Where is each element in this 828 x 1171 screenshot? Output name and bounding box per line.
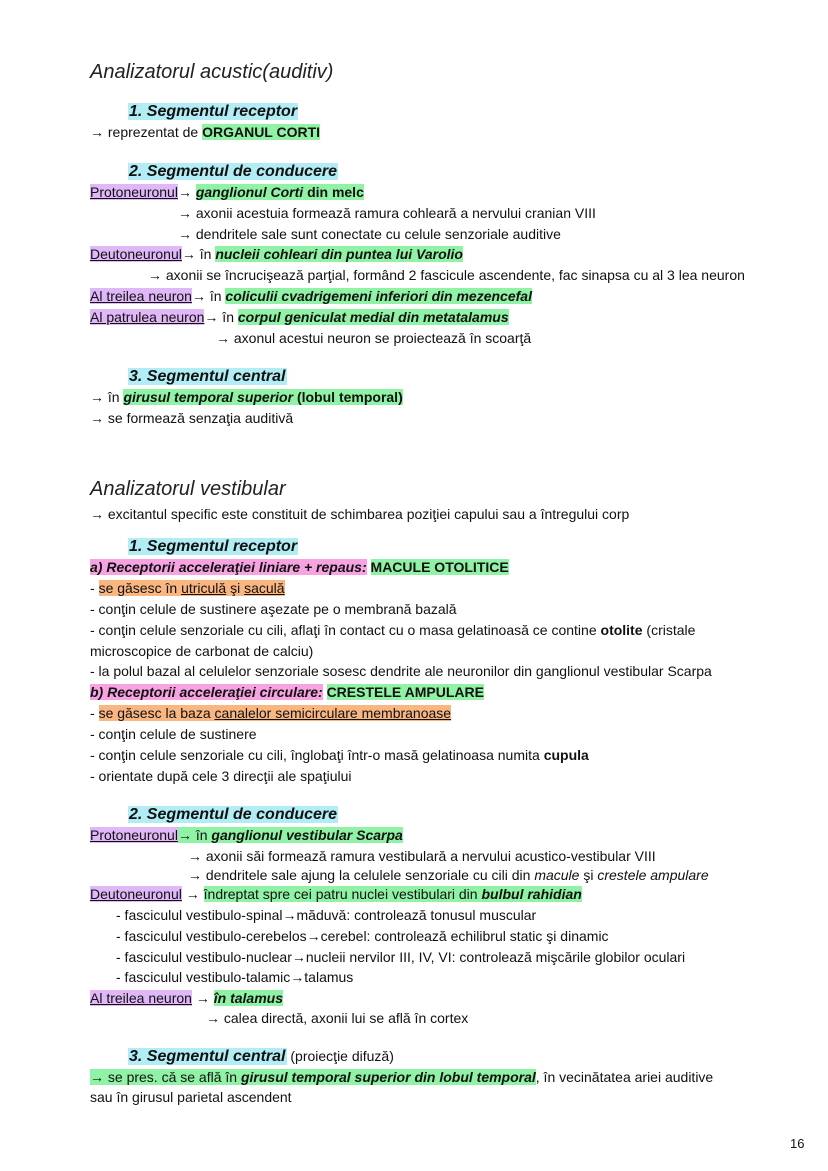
receptor-line: → reprezentat de ORGANUL CORTI	[90, 124, 321, 140]
vest-protoneuron-detail-1: → axonii săi formează ramura vestibulară a nervului acustico-vestibular VIII	[188, 848, 656, 864]
vest-deutoneuron-line: Deutoneuronul → îndreptat spre cei patru nuclei vestibulari din bulbul rahidian	[90, 886, 582, 902]
fascicul-1: - fasciculul vestibulo-spinal→măduvă: controlează tonusul muscular	[116, 907, 537, 923]
receptor-b-detail-2: - conţin celule de sustinere	[90, 726, 257, 742]
protoneuron-detail-1: → axonii acestuia formează ramura cohleară a nervului cranian VIII	[178, 205, 596, 221]
receptor-b-detail-4: - orientate după cele 3 direcţii ale spaţiului	[90, 768, 352, 784]
fascicul-3: - fasciculul vestibulo-nuclear→nucleii nervilor III, IV, VI: controlează mişcările globilor oculari	[116, 949, 686, 965]
section-title-vestibular: Analizatorul vestibular	[90, 478, 286, 500]
loc-a-text: se găsesc în	[98, 580, 182, 596]
vest-protoneuron-detail-2: → dendritele sale ajung la celulele senzoriale cu cili din macule şi crestele ampulare	[188, 867, 709, 883]
fourth-neuron-detail-1: → axonul acestui neuron se proiectează în scoarţă	[216, 330, 532, 346]
vest-central-line-2: sau în girusul parietal ascendent	[90, 1089, 292, 1105]
receptor-a-location: - se găsesc în utriculă şi saculă	[90, 580, 285, 596]
central-line-1: → în girusul temporal superior (lobul temporal)	[90, 389, 403, 405]
section-title-acustic: Analizatorul acustic(auditiv)	[90, 61, 334, 83]
segment-heading-conducere: 2. Segmentul de conducere	[129, 163, 338, 180]
vest-protoneuron-line: Protoneuronul→ în ganglionul vestibular Scarpa	[90, 827, 403, 843]
third-neuron-line: Al treilea neuron→ în coliculii cvadrigemeni inferiori din mezencefal	[90, 288, 532, 304]
vestibular-intro: → excitantul specific este constituit de schimbarea poziţiei capului sau a întregului corp	[90, 506, 630, 522]
vest-third-neuron-line: Al treilea neuron → în talamus	[90, 990, 283, 1006]
protoneuron-detail-2: → dendritele sale sunt conectate cu celule senzoriale auditive	[178, 226, 561, 242]
deutoneuron-line: Deutoneuronul→ în nucleii cohleari din puntea lui Varolio	[90, 246, 463, 262]
segment-heading-conducere-2: 2. Segmentul de conducere	[129, 806, 338, 823]
fascicul-2: - fasciculul vestibulo-cerebelos→cerebel: controlează echilibrul static şi dinamic	[116, 928, 609, 944]
protoneuron-line: Protoneuronul→ ganglionul Corti din melc	[90, 184, 364, 200]
receptor-a-detail-4: microscopice de carbonat de calciu)	[90, 643, 314, 659]
receptor-a-line: a) Receptorii acceleraţiei liniare + repaus: MACULE OTOLITICE	[90, 559, 509, 575]
loc-b-text: se găsesc la baza	[98, 705, 215, 721]
vest-third-neuron-detail: → calea directă, axonii lui se află în cortex	[206, 1010, 469, 1026]
receptor-b-detail-3: - conţin celule senzoriale cu cili, înglobaţi într-o masă gelatinoasa numita cupula	[90, 747, 589, 763]
receptor-a-detail-5: - la polul bazal al celulelor senzoriale sosesc dendrite ale neuronilor din ganglionul vestibular Scarpa	[90, 663, 712, 679]
segment-heading-central: 3. Segmentul central	[129, 368, 286, 385]
central-line-2: → se formează senzaţia auditivă	[90, 410, 294, 426]
vest-central-line-1: → se pres. că se află în girusul temporal superior din lobul temporal, în vecinătatea ariei auditive	[90, 1069, 714, 1085]
fascicul-4: - fasciculul vestibulo-talamic→talamus	[116, 969, 354, 985]
deutoneuron-detail-1: → axonii se încrucişează parţial, formând 2 fascicule ascendente, fac sinapsa cu al 3 lea neuron	[148, 267, 745, 283]
receptor-a-detail-2: - conţin celule de sustinere aşezate pe o membrană bazală	[90, 601, 457, 617]
segment-heading-receptor: 1. Segmentul receptor	[129, 103, 298, 120]
fourth-neuron-line: Al patrulea neuron→ în corpul geniculat medial din metatalamus	[90, 309, 509, 325]
segment-heading-central-2: 3. Segmentul central (proiecţie difuză)	[129, 1048, 394, 1065]
receptor-b-line: b) Receptorii acceleraţiei circulare: CRESTELE AMPULARE	[90, 684, 484, 700]
segment-heading-receptor-2: 1. Segmentul receptor	[129, 538, 298, 555]
page-number: 16	[790, 1136, 805, 1151]
receptor-b-location: - se găsesc la baza canalelor semicirculare membranoase	[90, 705, 452, 721]
receptor-a-detail-3: - conţin celule senzoriale cu cili, aflaţi în contact cu o masa gelatinoasă ce contine otolite (cristale	[90, 622, 696, 638]
